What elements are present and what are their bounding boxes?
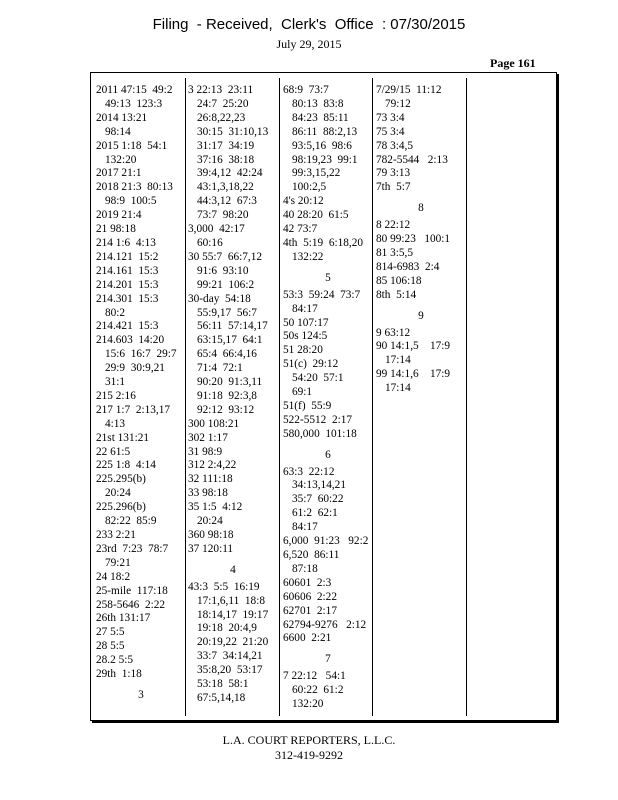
index-entry: 3,000 42:17 60:16 [188,223,245,249]
index-entry: 85 106:18 [376,274,422,287]
index-entry: 9 63:12 [376,326,411,339]
index-entry: 4th 5:19 6:18,20 132:22 [283,236,364,263]
index-entry: 360 98:18 [188,529,234,541]
index-entry: 37 120:11 [188,542,234,555]
index-entry: 2011 47:15 49:2 49:13 123:3 [96,84,173,110]
index-entry: 28.2 5:5 [96,654,134,667]
index-entry: 214.421 15:3 [96,320,159,333]
index-entry: 33 98:18 [188,487,228,500]
index-entry: 32 111:18 [188,473,233,486]
index-entry: 522-5512 2:17 [283,413,353,426]
index-entry: 22 61:5 [96,445,131,458]
index-entry: 53:3 59:24 73:7 84:17 [283,288,361,315]
index-entry: 225.295(b) 20:24 [96,473,146,500]
index-section-heading: 5 [325,271,331,284]
index-entry: 2019 21:4 [96,209,142,222]
index-entry: 782-5544 2:13 [376,153,448,166]
index-entry: 26th 131:17 [96,612,151,625]
index-entry: 217 1:7 2:13,17 4:13 [96,403,171,430]
index-entry: 50 107:17 [283,316,329,329]
index-entry: 6600 2:21 [283,632,332,645]
index-entry: 30 55:7 66:7,12 91:6 93:10 99:21 106:2 [188,250,263,291]
index-entry: 258-5646 2:22 [96,598,166,611]
index-entry: 63:3 22:12 34:13,14,21 35:7 60:22 61:2 62:1 84:17 [283,465,346,534]
index-entry: 79 3:13 [376,167,411,180]
index-entry: 31 98:9 [188,445,223,458]
index-entry: 29th 1:18 [96,668,142,681]
column-divider [279,78,280,716]
index-entry: 62794-9276 2:12 [283,618,367,631]
index-entry: 2017 21:1 [96,167,142,180]
column-divider [466,78,467,716]
index-entry: 4's 20:12 [283,195,324,208]
index-entry: 215 2:16 [96,389,136,402]
index-section-heading: 3 [138,688,144,701]
index-column-4 [376,84,466,714]
index-entry: 25-mile 117:18 [96,584,168,597]
index-entry: 225 1:8 4:14 [96,459,156,472]
index-entry: 7/29/15 11:12 79:12 [376,84,442,110]
filing-stamp: Filing - Received, Clerk's Office : 07/30/2015 [152,16,466,33]
index-entry: 80 99:23 100:1 [376,233,451,246]
index-section-heading: 9 [418,309,424,322]
index-entry: 214.121 15:2 [96,250,159,263]
index-entry: 35 1:5 4:12 20:24 [188,501,243,528]
index-entry: 51(c) 29:12 54:20 57:1 69:1 [283,358,344,399]
index-entry: 90 14:1,5 17:9 17:14 [376,340,451,367]
index-entry: 6,000 91:23 92:2 [283,535,369,548]
index-entry: 60606 2:22 [283,590,337,603]
index-entry: 78 3:4,5 [376,139,414,152]
index-entry: 214.301 15:3 80:2 [96,292,159,319]
index-entry: 814-6983 2:4 [376,260,440,273]
index-entry: 7th 5:7 [376,181,411,194]
index-entry: 6,520 86:11 87:18 [283,549,340,575]
index-entry: 2014 13:21 98:14 [96,111,148,138]
index-entry: 214.161 15:3 [96,264,159,277]
index-entry: 214.201 15:3 [96,278,159,291]
index-entry: 40 28:20 61:5 [283,209,349,222]
index-entry: 580,000 101:18 [283,427,357,440]
index-entry: 68:9 73:7 80:13 83:8 84:23 85:11 86:11 88:2,13 93:5,16 98:6 98:19,23 99:1 99:3,15,22 100:2,5 [283,84,358,194]
index-entry: 51 28:20 [283,344,323,357]
index-entry: 300 108:21 [188,417,240,430]
index-entry: 60601 2:3 [283,576,332,589]
index-entry: 27 5:5 [96,626,125,639]
index-entry: 7 22:12 54:1 60:22 61:2 132:20 [283,670,346,711]
index-entry: 2018 21:3 80:13 98:9 100:5 [96,181,173,208]
index-entry: 23rd 7:23 78:7 79:21 [96,542,169,569]
index-entry: 225.296(b) 82:22 85:9 [96,501,157,528]
index-entry: 21 98:18 [96,223,136,236]
index-section-heading: 6 [325,448,331,461]
reporter-phone: 312-419-9292 [275,748,343,762]
index-entry: 43:3 5:5 16:19 17:1,6,11 18:8 18:14,17 19:17 19:18 20:4,9 20:19,22 21:20 33:7 34:14,21 35:8,20 53:17 53:18 58:1 67:5,14,18 [188,580,269,704]
index-entry: 28 5:5 [96,640,125,653]
index-entry: 99 14:1,6 17:9 17:14 [376,368,451,395]
index-column-1 [96,84,186,714]
index-entry: 73 3:4 [376,111,405,124]
index-entry: 302 1:17 [188,431,228,444]
index-section-heading: 7 [325,653,331,666]
index-entry: 2015 1:18 54:1 132:20 [96,139,168,166]
index-entry: 3 22:13 23:11 24:7 25:20 26:8,22,23 30:15 31:10,13 31:17 34:19 37:16 38:18 39:4,12 42:24 43:1,3,18,22 44:3,12 67:3 73:7 98:20 [188,84,269,222]
index-section-heading: 4 [230,563,236,576]
page-number: Page 161 [490,56,536,70]
index-entry: 8 22:12 [376,219,411,232]
reporter-company: L.A. COURT REPORTERS, L.L.C. [222,733,396,747]
index-entry: 8th 5:14 [376,288,417,301]
index-entry: 62701 2:17 [283,604,337,617]
index-entry: 21st 131:21 [96,431,150,444]
index-entry: 312 2:4,22 [188,459,237,472]
index-entry: 81 3:5,5 [376,246,414,259]
index-entry: 214.603 14:20 15:6 16:7 29:7 29:9 30:9,21 31:1 [96,334,177,389]
index-entry: 233 2:21 [96,529,136,541]
index-entry: 30-day 54:18 55:9,17 56:7 56:11 57:14,17 63:15,17 64:1 65:4 66:4,16 71:4 72:1 90:20 91:3,11 91:18 92:3,8 92:12 93:12 [188,292,268,416]
index-entry: 75 3:4 [376,125,405,138]
index-entry: 50s 124:5 [283,330,328,343]
index-section-heading: 8 [418,202,424,215]
document-date: July 29, 2015 [276,37,342,51]
index-entry: 24 18:2 [96,570,131,583]
index-column-2 [188,84,278,714]
index-column-3 [283,84,373,714]
index-entry: 42 73:7 [283,223,318,236]
index-entry: 51(f) 55:9 [283,399,332,412]
index-entry: 214 1:6 4:13 [96,236,156,249]
